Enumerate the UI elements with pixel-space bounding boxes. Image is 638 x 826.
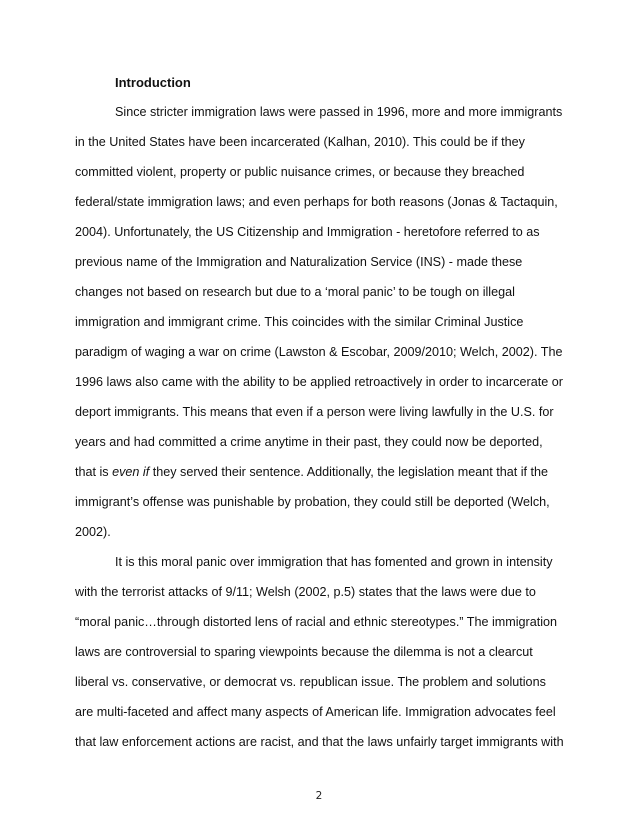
line-suffix: they served their sentence. Additionally, the legislation meant that if the — [152, 465, 549, 479]
paragraph-line: deport immigrants. This means that even if a person were living lawfully in the U.S. for — [75, 405, 554, 419]
paragraph-line: federal/state immigration laws; and even perhaps for both reasons (Jonas & Tactaquin, — [75, 195, 558, 209]
paragraph-line: laws are controversial to sparing viewpoints because the dilemma is not a clearcut — [75, 645, 533, 659]
paragraph-line: paradigm of waging a war on crime (Lawston & Escobar, 2009/2010; Welch, 2002). The — [75, 345, 563, 359]
paragraph-line: “moral panic…through distorted lens of racial and ethnic stereotypes.” The immigration — [75, 615, 558, 629]
paragraph-line: immigration and immigrant crime. This coincides with the similar Criminal Justice — [75, 315, 524, 329]
paragraph-line: previous name of the Immigration and Naturalization Service (INS) - made these — [75, 255, 523, 269]
paragraph-line: with the terrorist attacks of 9/11; Welsh (2002, p.5) states that the laws were due to — [75, 585, 536, 599]
paragraph-line — [75, 464, 548, 480]
paragraph-line: years and had committed a crime anytime in their past, they could now be deported, — [75, 435, 543, 449]
paragraph-line: 1996 laws also came with the ability to be applied retroactively in order to incarcerate or — [75, 375, 563, 389]
paragraph-line: are multi-faceted and affect many aspects of American life. Immigration advocates feel — [75, 705, 556, 719]
paragraph-line: committed violent, property or public nuisance crimes, or because they breached — [75, 165, 525, 179]
section-heading: Introduction — [115, 75, 191, 90]
paragraph-line: in the United States have been incarcerated (Kalhan, 2010). This could be if they — [75, 135, 525, 149]
line-prefix: that is — [75, 465, 113, 479]
paragraph-line: It is this moral panic over immigration that has fomented and grown in intensity — [115, 555, 553, 569]
paragraph-line: immigrant’s offense was punishable by probation, they could still be deported (Welch, — [75, 495, 550, 509]
paragraph-line: that law enforcement actions are racist, and that the laws unfairly target immigrants with — [75, 735, 564, 749]
paragraph-line: changes not based on research but due to a ‘moral panic’ to be tough on illegal — [75, 285, 515, 299]
paragraph-line: 2004). Unfortunately, the US Citizenship and Immigration - heretofore referred to as — [75, 225, 540, 239]
italic-phrase: even if — [112, 465, 150, 479]
paragraph-line: liberal vs. conservative, or democrat vs. republican issue. The problem and solutions — [75, 675, 546, 689]
paragraph-line: Since stricter immigration laws were passed in 1996, more and more immigrants — [115, 105, 563, 119]
paragraph-line: 2002). — [75, 525, 111, 539]
page-number: 2 — [315, 790, 323, 802]
